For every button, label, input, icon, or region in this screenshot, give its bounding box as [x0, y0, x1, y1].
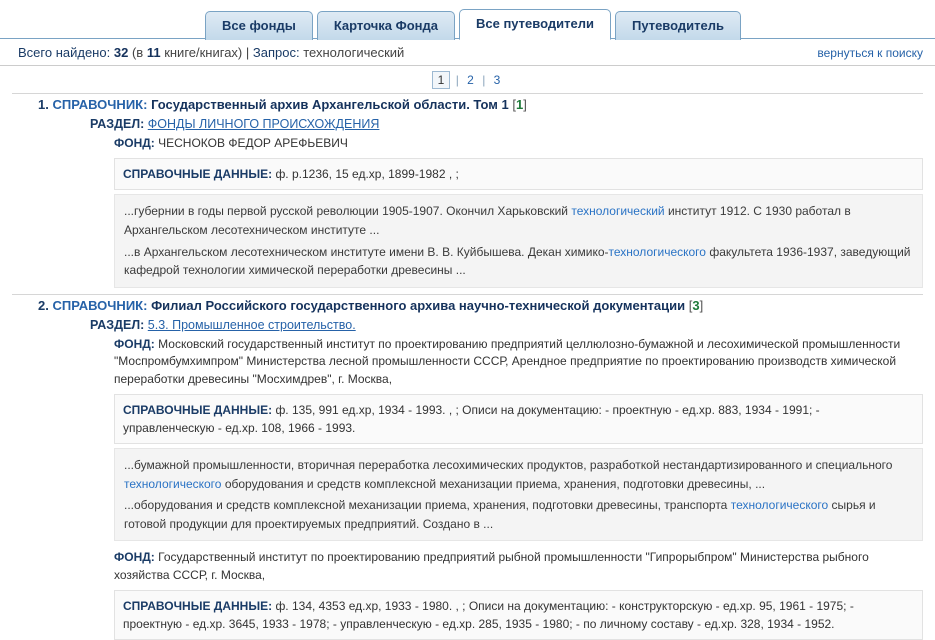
record-count	[512, 97, 526, 112]
found-count: 32	[113, 45, 129, 60]
snippet-highlight: технологического	[124, 476, 222, 491]
record-key: СПРАВОЧНИК:	[52, 297, 148, 313]
section-key: РАЗДЕЛ:	[90, 317, 145, 332]
books-word: книге/книгах)	[164, 45, 243, 60]
snippet-line	[124, 243, 913, 280]
snippet-text: ...в Архангельском лесотехническом институте имени В. В. Куйбышева. Декан химико-	[124, 244, 609, 259]
tab-all-guides[interactable]	[459, 9, 611, 40]
fund-key: ФОНД:	[114, 336, 155, 351]
tab-bar	[0, 0, 935, 39]
tab-all-funds[interactable]	[205, 11, 313, 40]
section-row	[90, 115, 923, 133]
page-link-3[interactable]: 3	[493, 73, 501, 87]
found-label: Всего найдено:	[18, 45, 111, 60]
snippet-box	[114, 448, 923, 541]
fund-row	[90, 334, 923, 390]
bar-separator: |	[245, 45, 250, 60]
reference-data-box	[114, 590, 923, 640]
record-number: 2.	[38, 297, 49, 313]
section-key: РАЗДЕЛ:	[90, 117, 145, 131]
in-text: (в	[131, 45, 144, 60]
tab-guide[interactable]	[615, 11, 741, 40]
snippet-highlight: технологического	[730, 498, 829, 513]
result-record	[12, 294, 923, 640]
record-header	[12, 93, 923, 115]
pager-separator: |	[455, 73, 459, 87]
snippet-text: факультета 1936-1937, заведующий кафедрой технологии химической переработки древесины ...	[124, 244, 911, 278]
reference-key: СПРАВОЧНЫЕ ДАННЫЕ:	[123, 167, 273, 182]
snippet-box	[114, 194, 923, 287]
tab-fund-card[interactable]	[317, 11, 455, 40]
fund-key: ФОНД:	[114, 136, 155, 150]
fund-row	[90, 133, 923, 154]
reference-value: ф. 134, 4353 ед.хр, 1933 - 1980. , ; Описи на документацию: - конструкторскую - ед.хр. 95, 1961 - 1975; - проектную - ед.хр. 3645, 1933 - 1978; - управленческую - ед.хр. 285, 1935 - 1980; - по личному составу - ед.хр. 328, 1934 - 1952.	[123, 599, 854, 632]
record-title[interactable]: Филиал Российского государственного архива научно-технической документации	[151, 297, 686, 313]
count-value: 3	[692, 297, 700, 313]
tab-list	[205, 8, 741, 39]
fund-row	[90, 547, 923, 586]
tab-label: Все путеводители	[475, 16, 594, 31]
result-summary-bar	[0, 39, 935, 66]
record-count	[689, 298, 703, 313]
count-close: ]	[699, 297, 704, 313]
reference-key: СПРАВОЧНЫЕ ДАННЫЕ:	[123, 402, 273, 417]
query-label: Запрос:	[252, 45, 300, 60]
pagination	[0, 66, 935, 93]
reference-key: СПРАВОЧНЫЕ ДАННЫЕ:	[123, 599, 273, 614]
section-row	[90, 316, 923, 334]
record-number: 1.	[38, 97, 49, 112]
snippet-highlight: технологического	[608, 244, 706, 259]
record-body	[12, 115, 923, 288]
section-link[interactable]: 5.3. Промышленное строительство.	[147, 317, 356, 332]
fund-key: ФОНД:	[114, 550, 155, 565]
snippet-text: институт 1912. С 1930 работал в Архангельском лесотехническом институте ...	[124, 204, 851, 237]
result-record	[12, 93, 923, 288]
snippet-line	[124, 202, 913, 239]
reference-value: ф. р.1236, 15 ед.хр, 1899-1982 , ;	[275, 167, 459, 182]
snippet-line	[124, 456, 913, 493]
snippet-highlight: технологический	[571, 204, 665, 219]
query-value: технологический	[303, 45, 405, 60]
books-count: 11	[146, 45, 161, 60]
count-open: [	[512, 97, 517, 112]
count-open: [	[688, 297, 693, 313]
pager-separator: |	[482, 73, 486, 87]
reference-data-box	[114, 158, 923, 190]
tab-label: Все фонды	[222, 18, 296, 33]
tab-label: Карточка Фонда	[333, 18, 438, 33]
fund-value: ЧЕСНОКОВ ФЕДОР АРЕФЬЕВИЧ	[158, 136, 348, 150]
record-key: СПРАВОЧНИК:	[52, 97, 148, 112]
snippet-text: ...бумажной промышленности, вторичная переработка лесохимических продуктов, разработкой нестандартизированного и специального	[124, 457, 893, 472]
snippet-text: сырья и готовой продукции для проектируемых предприятий. Создано в ...	[124, 498, 876, 531]
tab-label: Путеводитель	[631, 18, 724, 33]
record-body	[12, 316, 923, 640]
count-close: ]	[523, 97, 527, 112]
snippet-text: ...губернии в годы первой русской революции 1905-1907. Окончил Харьковский	[124, 204, 572, 219]
snippet-text: оборудования и средств комплексной механизации приема, хранения, подготовки древесины, ...	[221, 476, 766, 491]
count-value: 1	[516, 97, 524, 112]
back-to-search-link[interactable]: вернуться к поиску	[817, 46, 923, 60]
page-link-2[interactable]: 2	[467, 73, 474, 87]
record-header	[12, 294, 923, 316]
fund-value: Государственный институт по проектированию предприятий рыбной промышленности "Гипрорыбпром" Министерства рыбного хозяйства СССР, г. Москва,	[114, 550, 869, 582]
record-title[interactable]: Государственный архив Архангельской области. Том 1	[151, 97, 509, 112]
reference-data-box	[114, 394, 923, 444]
fund-value: Московский государственный институт по проектированию предприятий целлюлозно-бумажной и лесохимической промышленности "Моспромбумхимпром" Министерства лесной промышленности СССР, Арендное предприятие по проектированию производств химической переработки древесины "Мосхимдрев", г. Москва,	[114, 336, 901, 386]
search-results	[0, 93, 935, 640]
reference-value: ф. 135, 991 ед.хр, 1934 - 1993. , ; Описи на документацию: - проектную - ед.хр. 883, 1934 - 1991; - управленческую - ед.хр. 108, 1966 - 1993.	[123, 402, 820, 435]
snippet-line	[124, 496, 913, 533]
snippet-text: ...оборудования и средств комплексной механизации приема, хранения, подготовки древесины, транспорта	[124, 498, 731, 513]
section-link[interactable]: ФОНДЫ ЛИЧНОГО ПРОИСХОЖДЕНИЯ	[147, 117, 380, 131]
page-link-1[interactable]: 1	[432, 71, 451, 89]
